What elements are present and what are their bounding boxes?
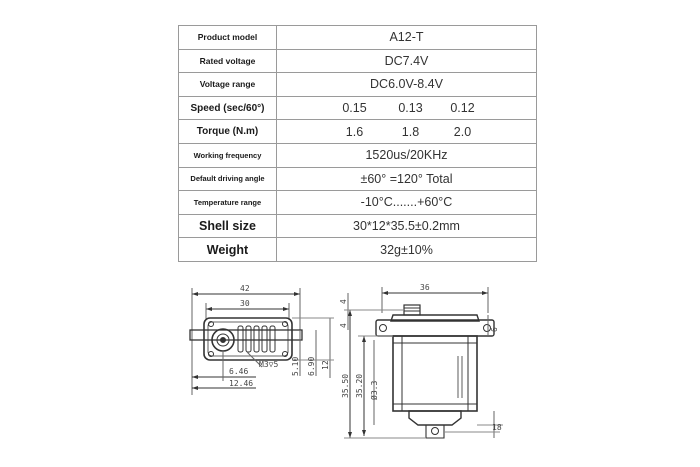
dim-label: 4 [339, 323, 348, 328]
dim-label: 12.46 [229, 379, 254, 388]
spec-label: Default driving angle [179, 167, 277, 191]
side-view [344, 287, 503, 438]
spec-value: 2.0 [453, 124, 472, 139]
spec-value: DC7.4V [277, 49, 537, 73]
spec-label: Weight [179, 238, 277, 262]
dim-label: 6.90 [307, 356, 316, 376]
spec-value: ±60° =120° Total [277, 167, 537, 191]
spec-value: DC6.0V-8.4V [277, 73, 537, 97]
spec-value: 1.6 [345, 124, 364, 139]
spec-label: Voltage range [179, 73, 277, 97]
spec-value: 32g±10% [277, 238, 537, 262]
dim-label: 35.50 [341, 373, 350, 398]
front-view [190, 288, 334, 395]
dim-label: M3▽5 [259, 360, 279, 369]
spec-value: 1520us/20KHz [277, 143, 537, 167]
spec-label: Working frequency [179, 143, 277, 167]
dim-label: 6 [490, 327, 499, 332]
dim-label: 35.20 [355, 373, 364, 398]
dim-label: 4 [339, 299, 348, 304]
spec-value: -10°C.......+60°C [277, 191, 537, 215]
spec-value: 0.13 [398, 101, 423, 116]
dim-label: 18 [492, 423, 502, 432]
spec-value: 0.12 [450, 101, 475, 116]
dim-label: 42 [240, 284, 250, 293]
spec-value: A12-T [277, 26, 537, 50]
dim-label: 36 [420, 283, 430, 292]
spec-value: 1.8 [401, 124, 420, 139]
spec-label: Rated voltage [179, 49, 277, 73]
spec-label: Torque (N.m) [179, 120, 277, 144]
spec-label: Shell size [179, 214, 277, 238]
dim-label: 30 [240, 299, 250, 308]
spec-label: Speed (sec/60°) [179, 96, 277, 120]
dim-label: 6.46 [229, 367, 249, 376]
spec-label: Product model [179, 26, 277, 50]
spec-value: 0.15 [342, 101, 367, 116]
dim-label: 5.10 [291, 356, 300, 376]
spec-value: 30*12*35.5±0.2mm [277, 214, 537, 238]
dim-label: 12 [321, 360, 330, 370]
dim-label: Ø3.3 [370, 380, 379, 400]
spec-label: Temperature range [179, 191, 277, 215]
